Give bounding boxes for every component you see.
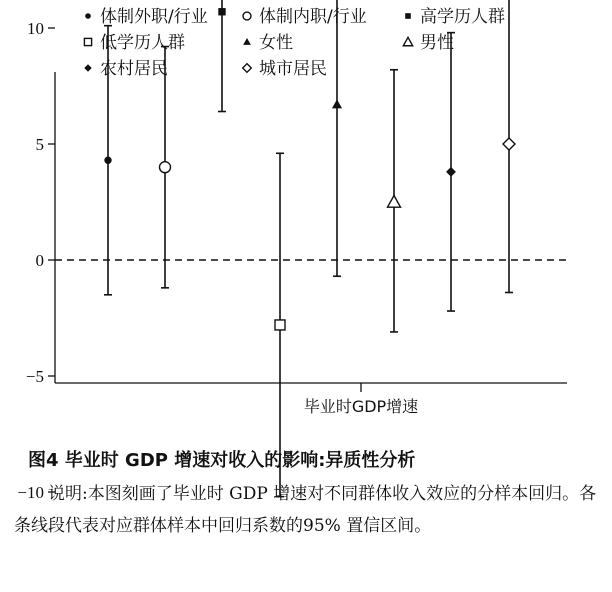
legend-label: 高学历人群 [420, 7, 505, 27]
series-2 [160, 47, 171, 288]
legend-item [85, 59, 168, 79]
series-6 [388, 70, 401, 332]
point-estimate [503, 138, 515, 150]
series-5 [333, 0, 341, 276]
legend-marker [403, 37, 412, 45]
legend-marker [85, 65, 91, 71]
point-estimate [333, 100, 341, 108]
x-axis-label: 毕业时GDP增速 [303, 397, 419, 416]
legend-marker [84, 38, 91, 45]
legend-item [243, 7, 367, 27]
legend-marker [243, 64, 252, 73]
y-tick-label: 0 [35, 251, 44, 270]
y-tick-label: −10 [17, 483, 44, 502]
point-estimate [275, 320, 285, 330]
legend-marker [406, 14, 411, 19]
legend-marker [244, 39, 250, 44]
legend-label: 男性 [420, 33, 454, 53]
y-tick-label: 5 [35, 135, 44, 154]
series-7 [447, 33, 455, 311]
series-3 [218, 0, 226, 112]
y-tick-label: 10 [27, 19, 44, 38]
figure-caption-note: 说明:本图刻画了毕业时 GDP 增速对不同群体收入效应的分样本回归。各条线段代表对应群体样本中回归系数的95% 置信区间。 [14, 484, 597, 536]
legend [84, 7, 505, 79]
legend-item [84, 33, 185, 53]
legend-item [406, 7, 505, 27]
point-estimate [447, 168, 455, 176]
point-estimate [388, 196, 401, 208]
legend-label: 女性 [259, 33, 293, 53]
legend-label: 城市居民 [259, 59, 327, 79]
point-estimate [219, 9, 225, 15]
legend-item [86, 7, 208, 27]
legend-item [244, 33, 293, 53]
legend-marker [243, 12, 251, 20]
figure-caption-title: 图4 毕业时 GDP 增速对收入的影响:异质性分析 [28, 450, 416, 471]
legend-label: 体制外职/行业 [100, 7, 208, 27]
legend-item [243, 59, 327, 79]
series-8 [503, 0, 515, 292]
legend-marker [86, 14, 91, 19]
legend-label: 农村居民 [100, 59, 168, 79]
legend-item [403, 33, 454, 53]
legend-label: 体制内职/行业 [259, 7, 367, 27]
point-estimate [160, 162, 171, 173]
legend-label: 低学历人群 [100, 33, 185, 53]
point-estimate [105, 157, 111, 163]
y-tick-label: −5 [25, 367, 44, 386]
